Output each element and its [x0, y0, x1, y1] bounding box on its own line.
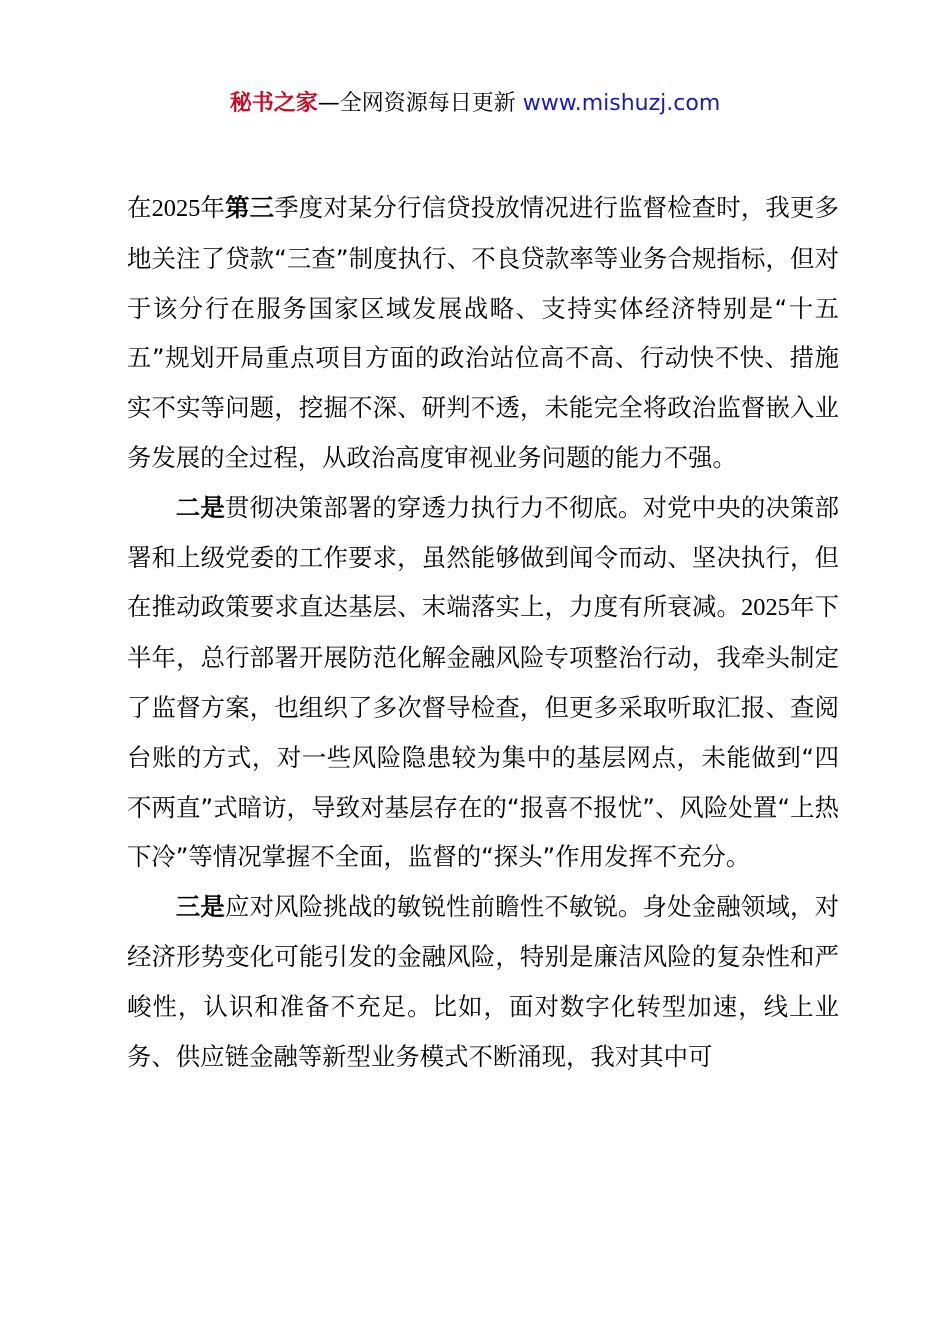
paragraph-2-lead: 二是	[175, 492, 225, 522]
paragraph-1-prefix: 在	[127, 193, 152, 222]
year-number: 2025	[151, 195, 201, 222]
paragraph-1-text: 季度对某分行信贷投放情况进行监督检查时，我更多地关注了贷款“三查”制度执行、不良贷款率等业务合规指标，但对于该分行在服务国家区域发展战略、支持实体经济特别是“十五五”规划开局重点项目方面的政治站位高不高、行动快不快、措施实不实等问题，挖掘不深、研判不透，未能完全将政治监督嵌入业务发展的全过程，从政治高度审视业务问题的能力不强。	[127, 193, 839, 472]
paragraph-2	[127, 483, 839, 882]
quarter-bold: 第三	[225, 193, 275, 222]
site-header	[0, 86, 950, 122]
site-url-link[interactable]: www.mishuzj.com	[522, 91, 721, 116]
year-number: 2025	[741, 594, 790, 622]
document-body	[127, 183, 839, 1081]
brand-name: 秘书之家	[229, 91, 318, 116]
paragraph-2-text-a: 贯彻决策部署的穿透力执行力不彻底。对党中央的决策部署和上级党委的工作要求，虽然能够做到闻令而动、坚决执行，但在推动政策要求直达基层、末端落实上，力度有所衰减。	[127, 492, 839, 622]
paragraph-2-text-b: 年下半年，总行部署开展防范化解金融风险专项整治行动，我牵头制定了监督方案，也组织了多次督导检查，但更多采取听取汇报、查阅台账的方式，对一些风险隐患较为集中的基层网点，未能做到“四不两直”式暗访，导致对基层存在的“报喜不报忧”、风险处置“上热下冷”等情况掌握不全面，监督的“探头”作用发挥不充分。	[127, 592, 839, 872]
paragraph-3	[127, 882, 839, 1081]
paragraph-3-text: 应对风险挑战的敏锐性前瞻性不敏锐。身处金融领域，对经济形势变化可能引发的金融风险，特别是廉洁风险的复杂性和严峻性，认识和准备不充足。比如，面对数字化转型加速，线上业务、供应链金融等新型业务模式不断涌现，我对其中可	[127, 892, 839, 1071]
paragraph-1	[127, 183, 839, 483]
paragraph-3-lead: 三是	[175, 892, 225, 922]
year-suffix: 年	[200, 193, 226, 222]
header-tagline: —全网资源每日更新	[317, 91, 516, 116]
